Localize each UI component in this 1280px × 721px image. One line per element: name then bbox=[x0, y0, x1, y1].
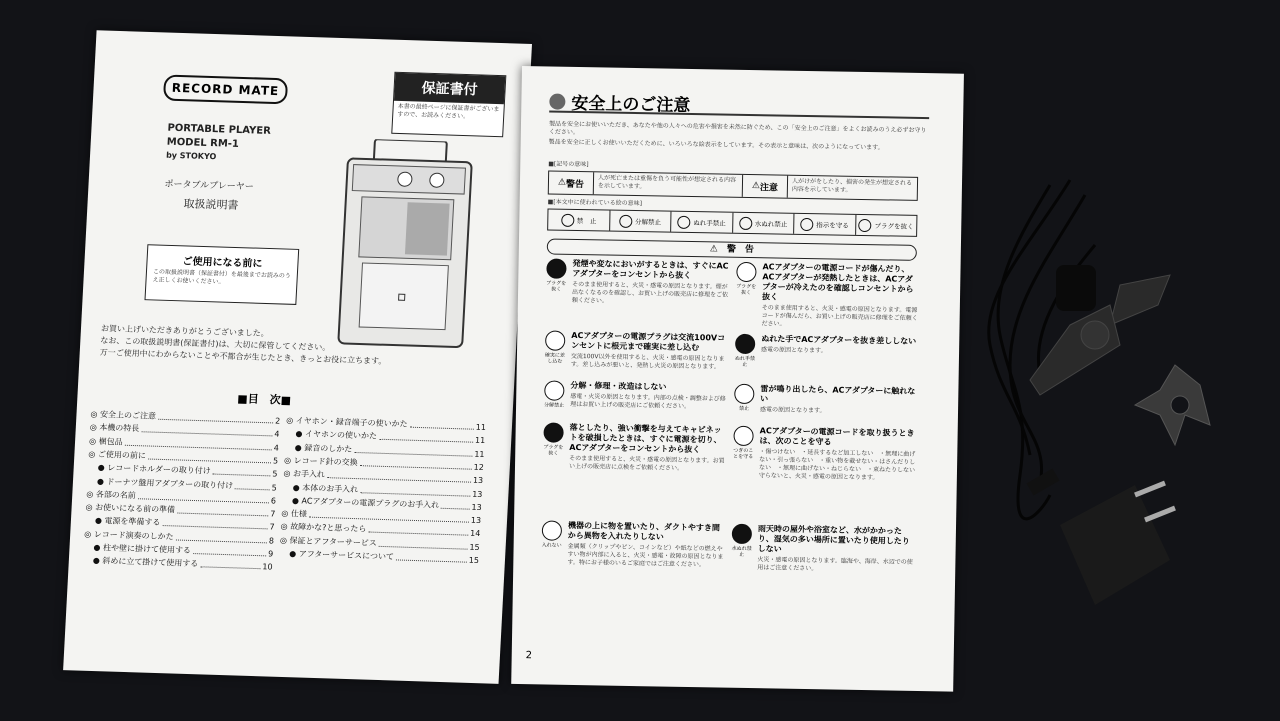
accessories-svg bbox=[970, 175, 1230, 615]
chui-desc: 人がけがをしたり、損害の発生が想定される内容を示しています。 bbox=[791, 177, 913, 194]
warning-icon bbox=[732, 524, 752, 544]
icon-legend-item bbox=[733, 213, 795, 234]
toc-entry-label: ● 本体のお手入れ bbox=[292, 482, 359, 494]
prohibition-icon bbox=[858, 218, 871, 231]
warning-icon bbox=[736, 262, 756, 282]
model-name: MODEL RM-1 bbox=[166, 136, 240, 150]
title-bullet-icon bbox=[549, 93, 565, 109]
toc-entry-label: ◎ お使いになる前の準備 bbox=[85, 502, 176, 515]
toc-entry-label: ◎ 本機の特長 bbox=[89, 422, 140, 434]
toc-entry-label: ◎ 仕様 bbox=[281, 508, 308, 519]
toc-entry-label: ● レコードホルダーの取り付け bbox=[97, 463, 211, 476]
warranty-note: 本書の最終ページに保証書がございますので、お読みください。 bbox=[397, 102, 500, 121]
toc-entry-label: ● 電源を準備する bbox=[94, 516, 161, 528]
toc-entry-page: 6 bbox=[270, 496, 277, 506]
toc-entry-label: ◎ ご使用の前に bbox=[88, 449, 147, 461]
record-holder bbox=[1030, 275, 1170, 395]
toc-left-column bbox=[84, 409, 281, 572]
toc-right-column bbox=[279, 415, 487, 566]
logo-text: RECORD MATE bbox=[171, 80, 280, 99]
warning-banner-text: 警 告 bbox=[726, 244, 754, 256]
warning-body: 感電の原因となります。 bbox=[759, 406, 826, 415]
warning-icon bbox=[544, 380, 564, 400]
before-use-text: この取扱説明書（保証書付）を最後までお読みのうえ正しくお使いください。 bbox=[152, 268, 291, 286]
toc-entry-page: 13 bbox=[472, 475, 484, 486]
warning-body: 感電の原因となります。 bbox=[761, 346, 827, 355]
warning-icon-label: つぎのことを守る bbox=[733, 447, 754, 461]
intro-text-1: 製品を安全にお使いいただき、あなたや他の人々への危害や損害を未然に防ぐため、この「安全上のご注意」をよくお読みのうえ必ずお守りください。 bbox=[548, 120, 927, 137]
icon-legend-label: 指示を守る bbox=[816, 220, 849, 230]
manual-title: 取扱説明書 bbox=[183, 197, 239, 212]
ferrite-core bbox=[1056, 265, 1096, 311]
warning-heading: ACアダプターの電源プラグは交流100Vコンセントに根元まで確実に差し込む bbox=[571, 330, 726, 353]
chui-text: 注意 bbox=[759, 182, 779, 193]
warning-item bbox=[735, 262, 920, 331]
toc-entry-page: 10 bbox=[262, 562, 273, 572]
toc-entry-page: 4 bbox=[274, 429, 280, 439]
warning-body: そのまま使用すると、火災・感電の原因となります。電源コードが傷んだら、お買い上げの販売店に修理をご依頼ください。 bbox=[761, 304, 918, 328]
keikoku-text: 警告 bbox=[565, 179, 585, 190]
warning-icon-label: プラグを抜く bbox=[546, 280, 567, 293]
warning-heading: 発煙や変なにおいがするときは、すぐにACアダプターをコンセントから抜く bbox=[572, 258, 729, 280]
icon-legend-label: 禁 止 bbox=[576, 216, 597, 225]
prohibition-icon bbox=[619, 214, 632, 227]
toc-entry-label: ◎ 保証とアフターサービス bbox=[279, 535, 378, 548]
safety-title-text: 安全上のご注意 bbox=[571, 93, 691, 116]
icons-label: ■[本文中に使われている絵の意味] bbox=[547, 198, 643, 208]
icon-legend-label: プラグを抜く bbox=[874, 221, 914, 231]
icon-legend-label: 分解禁止 bbox=[634, 217, 662, 226]
warning-item bbox=[543, 422, 728, 473]
toc-entry-label: ◎ 梱包品 bbox=[88, 436, 123, 447]
icon-legend-item bbox=[610, 211, 672, 232]
icon-legend-item bbox=[548, 209, 610, 230]
warning-body: そのまま使用すると、火災・感電の原因となります。煙が出なくなるのを確認し、お買い上げの販売店に修理をご依頼ください。 bbox=[571, 280, 729, 305]
toc-entry-page: 11 bbox=[474, 436, 486, 446]
toc-entry-page: 15 bbox=[468, 555, 480, 566]
warning-item bbox=[544, 380, 728, 411]
warning-heading: ぬれた手でACアダプターを抜き差ししない bbox=[761, 334, 917, 346]
player-illustration bbox=[330, 138, 481, 352]
warning-heading: 落としたり、強い衝撃を与えてキャビネットを破損したときは、すぐに電源を切り、ACアダプターをコンセントから抜く bbox=[569, 422, 722, 455]
warning-item bbox=[545, 330, 730, 371]
toc-entry-page: 5 bbox=[272, 456, 279, 466]
icon-legend-item bbox=[856, 215, 917, 236]
thanks-line-1: お買い上げいただきありがとうございました。 bbox=[100, 323, 270, 339]
icon-legend-item bbox=[794, 214, 856, 235]
before-use-box bbox=[144, 244, 299, 305]
before-use-title: ご使用になる前に bbox=[182, 256, 263, 270]
toc-entry-label: ● 斜めに立て掛けて使用する bbox=[92, 556, 199, 569]
icon-legend-label: ぬれ手禁止 bbox=[693, 218, 726, 228]
toc-entry-page: 11 bbox=[474, 449, 485, 459]
toc-entry-page: 4 bbox=[273, 443, 280, 453]
toc-entry-label: ● 柱や壁に掛けて使用する bbox=[93, 542, 192, 555]
icon-legend-item bbox=[671, 212, 733, 233]
warning-heading: 分解・修理・改造はしない bbox=[570, 380, 667, 392]
warning-icon-label: 確実に差し込む bbox=[544, 352, 566, 365]
toc-entry-label: ◎ 安全上のご注意 bbox=[90, 409, 157, 421]
warning-item bbox=[734, 384, 918, 417]
warning-item bbox=[546, 258, 731, 307]
prohibition-icon bbox=[561, 213, 574, 226]
warning-items bbox=[540, 258, 927, 655]
toc-entry-label: ● アフターサービスについて bbox=[289, 549, 395, 562]
prohibition-icon bbox=[677, 215, 690, 228]
toc-entry-page: 7 bbox=[270, 509, 276, 519]
warning-body: 金属類（クリップやピン、コインなど）や紙などの燃えやすい物が内部に入ると、火災・感電・故障の原因となります。特にお子様のいるご家庭ではご注意ください。 bbox=[567, 542, 724, 569]
warning-body: ・傷つけない ・延長するなど加工しない ・無理に曲げない・引っ張らない ・重い物を載せない・はさんだりしない ・無理に曲げない・ねじらない ・束ねたりしない 守らないと、火災・感電の原因となります。 bbox=[758, 448, 922, 482]
toc-entry-label: ◎ イヤホン・録音端子の使いかた bbox=[286, 415, 408, 429]
intro-text-2: 製品を安全に正しくお使いいただくために、いろいろな絵表示をしています。その表示と意味は、次のようになっています。 bbox=[548, 138, 884, 152]
warning-icon-label: 禁止 bbox=[738, 405, 750, 413]
legend-box bbox=[548, 170, 918, 200]
thanks-line-3: 万一ご使用中にわからないことや不都合が生じたとき、きっとお役に立ちます。 bbox=[99, 347, 387, 366]
toc-title-text: 目 次 bbox=[247, 392, 282, 407]
icon-legend-row bbox=[547, 208, 917, 236]
warning-icon bbox=[733, 426, 753, 446]
warning-body: 火災・感電の原因となります。臨海や、海岸、水辺での使用はご注意ください。 bbox=[757, 556, 913, 573]
record-mate-logo bbox=[163, 74, 288, 104]
toc-entry-label: ● ドーナツ盤用アダプターの取り付け bbox=[96, 476, 234, 490]
warning-item bbox=[731, 524, 916, 575]
warning-item bbox=[541, 520, 726, 569]
warning-icon-label: 入れない bbox=[541, 542, 562, 549]
toc-entry-label: ◎ 各部の名前 bbox=[86, 489, 137, 500]
toc-entry-page: 15 bbox=[469, 542, 480, 552]
warning-icon bbox=[542, 520, 562, 540]
warranty-title: 保証書付 bbox=[394, 73, 505, 104]
toc-entry-label: ● ACアダプターの電源プラグのお手入れ bbox=[291, 495, 440, 510]
toc-entry-page: 5 bbox=[271, 482, 277, 493]
toc-entry-label: ◎ お手入れ bbox=[283, 468, 326, 480]
warning-body: 感電・火災の原因となります。内部の点検・調整および修理はお買い上げの販売店にご依頼ください。 bbox=[570, 392, 726, 410]
warning-heading: 雨天時の屋外や浴室など、水がかかったり、湿気の多い場所に置いたり使用したりしない bbox=[757, 524, 910, 554]
toc-entry-page: 11 bbox=[475, 422, 487, 433]
keikoku-label: ⚠ 警告 bbox=[549, 171, 594, 194]
warning-icon bbox=[546, 258, 566, 278]
toc-entry-page: 12 bbox=[473, 462, 485, 472]
accessories-photo bbox=[970, 175, 1230, 615]
warning-heading: ACアダプターの電源コードを取り扱うときは、次のことを守る bbox=[759, 426, 915, 447]
warning-icon bbox=[543, 422, 563, 442]
manual-right-page bbox=[511, 66, 964, 692]
warning-icon bbox=[734, 384, 754, 404]
toc-entry-page: 7 bbox=[269, 522, 275, 532]
legend-label: ■[記号の意味] bbox=[548, 160, 589, 169]
warning-icon-label: 分解禁止 bbox=[544, 402, 565, 409]
warning-icon-label: ぬれ手禁止 bbox=[734, 355, 755, 368]
warning-icon-label: プラグを抜く bbox=[543, 444, 564, 457]
prohibition-icon bbox=[739, 216, 752, 229]
toc-entry-label: ◎ 故障かな?と思ったら bbox=[280, 522, 367, 534]
toc-entry-page: 9 bbox=[267, 549, 274, 559]
brand-by: by STOKYO bbox=[165, 150, 217, 162]
toc-entry-page: 13 bbox=[471, 502, 482, 512]
warning-heading: 機器の上に物を置いたり、ダクトやすき間から異物を入れたりしない bbox=[567, 520, 721, 542]
ac-adapter bbox=[1060, 483, 1175, 605]
warning-icon bbox=[545, 330, 565, 350]
manual-left-page bbox=[63, 30, 532, 684]
warning-item bbox=[733, 426, 922, 483]
warning-heading: 雷が鳴り出したら、ACアダプターに触れない bbox=[760, 384, 916, 404]
page-number: 2 bbox=[525, 650, 533, 662]
donut-adapter bbox=[1135, 365, 1210, 445]
keikoku-desc: 人が死亡または重傷を負う可能性が想定される内容を示しています。 bbox=[594, 172, 743, 197]
toc-entry-page: 5 bbox=[272, 469, 278, 479]
warning-banner: ⚠ 警 告 bbox=[547, 238, 917, 260]
toc-entry-page: 14 bbox=[469, 529, 481, 539]
product-title: PORTABLE PLAYER bbox=[167, 122, 272, 137]
toc-entry-page: 8 bbox=[268, 536, 275, 546]
toc-title: ■目 次■ bbox=[237, 392, 292, 407]
toc-entry-label: ◎ レコード針の交換 bbox=[283, 455, 358, 467]
warning-icon-label: 水ぬれ禁止 bbox=[731, 545, 752, 558]
toc-entry-label: ● 録音のしかた bbox=[294, 442, 353, 454]
toc-entry-label: ◎ レコード演奏のしかた bbox=[84, 529, 174, 542]
thanks-line-2: なお、この取扱説明書(保証書付)は、大切に保管してください。 bbox=[100, 335, 331, 353]
warning-item bbox=[734, 334, 919, 368]
toc-entry-page: 2 bbox=[274, 416, 281, 426]
warning-icon-label: プラグを抜く bbox=[736, 283, 757, 297]
warning-heading: ACアダプターの電源コードが傷んだり、ACアダプターが発熱したときは、ACアダプターが冷えたのを確認しコンセントから抜く bbox=[761, 262, 914, 302]
warning-body: そのまま使用すると、火災・感電の原因となります。お買い上げの販売店に点検をご依頼ください。 bbox=[568, 454, 725, 472]
icon-legend-label: 水ぬれ禁止 bbox=[754, 219, 788, 229]
warning-icon bbox=[735, 334, 755, 354]
type-jp: ポータブルプレーヤー bbox=[164, 179, 254, 193]
toc-entry-page: 13 bbox=[470, 515, 482, 526]
prohibition-icon bbox=[800, 217, 813, 230]
warranty-tab bbox=[391, 72, 506, 138]
chui-label: ⚠ 注意 bbox=[743, 175, 788, 198]
toc-entry-page: 13 bbox=[472, 489, 483, 499]
warning-body: 交流100V以外を使用すると、火災・感電の原因となります。差し込みが悪いと、発熱し火災の原因となります。 bbox=[570, 352, 725, 371]
toc-entry-label: ● イヤホンの使いかた bbox=[295, 429, 378, 441]
